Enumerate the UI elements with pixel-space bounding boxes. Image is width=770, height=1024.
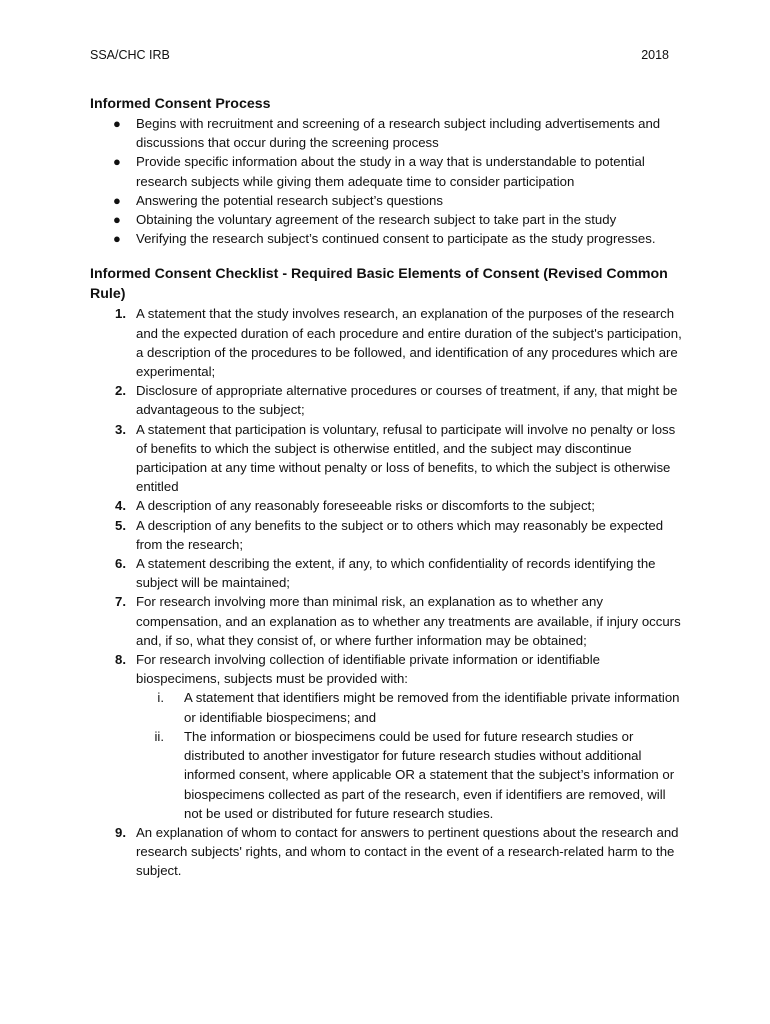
bullet-icon: ● — [113, 116, 121, 131]
sub-item-number: i. — [157, 690, 164, 706]
item-number: 8. — [115, 652, 126, 668]
list-item — [90, 191, 685, 210]
bullet-icon: ● — [113, 192, 121, 208]
checklist-item — [90, 420, 685, 497]
sub-list — [136, 688, 685, 822]
list-item — [90, 229, 685, 248]
process-bullet-list — [90, 114, 685, 248]
item-text: Disclosure of appropriate alternative procedures or courses of treatment, if any, that might be advantageous to the subject; — [136, 383, 678, 418]
item-number: 1. — [115, 306, 126, 322]
item-number: 2. — [115, 383, 126, 399]
checklist-item — [90, 554, 685, 592]
checklist-item — [90, 516, 685, 554]
section-title-checklist: Informed Consent Checklist - Required Basic Elements of Consent (Revised Common Rule) — [90, 266, 668, 303]
list-item-text: Obtaining the voluntary agreement of the research subject to take part in the study — [136, 212, 617, 228]
checklist-item — [90, 823, 685, 881]
item-number: 6. — [115, 556, 126, 572]
item-number: 9. — [115, 824, 126, 840]
sub-item-text: A statement that identifiers might be removed from the identifiable private information or identifiable biospecimens; and — [184, 690, 680, 725]
item-text: A statement describing the extent, if any, to which confidentiality of records identifying the subject will be maintained; — [136, 556, 656, 591]
list-item-text: Begins with recruitment and screening of a research subject including advertisements and discussions that occur during the screening process — [136, 116, 661, 151]
item-text: For research involving more than minimal risk, an explanation as to whether any compensation, and an explanation as to whether any treatments are available, if injury occurs and, if so, what they consist of, or where further information may be obtained; — [136, 594, 681, 648]
item-number: 7. — [115, 594, 126, 610]
checklist-item — [90, 381, 685, 419]
item-text: An explanation of whom to contact for answers to pertinent questions about the research and research subjects' rights, and whom to contact in the event of a research-related harm to the subject. — [136, 824, 679, 879]
list-item — [90, 114, 685, 152]
item-text: A description of any benefits to the subject or to others which may reasonably be expected from the research; — [136, 517, 664, 552]
document-body — [90, 94, 685, 881]
list-item-text: Answering the potential research subject’s questions — [136, 192, 443, 208]
sub-item-number: ii. — [154, 728, 164, 744]
sub-item — [136, 727, 685, 823]
item-text: For research involving collection of identifiable private information or identifiable biospecimens, subjects must be provided with: — [136, 652, 601, 687]
list-item — [90, 210, 685, 229]
header-year: 2018 — [641, 48, 669, 62]
item-text: A statement that the study involves research, an explanation of the purposes of the research and the expected duration of each procedure and entire duration of the subject's participation, a description of the procedures to be followed, and identification of any procedures which are experimental; — [136, 306, 682, 380]
bullet-icon: ● — [113, 231, 121, 247]
list-item-text: Verifying the research subject’s continued consent to participate as the study progresses. — [136, 231, 656, 247]
bullet-icon: ● — [113, 154, 121, 170]
checklist-numbered-list — [90, 304, 685, 880]
bullet-icon: ● — [113, 212, 121, 228]
item-number: 3. — [115, 421, 126, 437]
checklist-item — [90, 650, 685, 823]
header-org: SSA/CHC IRB — [90, 48, 170, 62]
sub-item-text: The information or biospecimens could be used for future research studies or distributed to another investigator for future research studies without additional informed consent, where applicable OR a statement that the subject’s information or biospecimens collected as part of the research, even if identifiers are removed, will not be used or distributed for future research studies. — [184, 728, 675, 821]
checklist-item — [90, 592, 685, 650]
checklist-item — [90, 304, 685, 381]
list-item — [90, 152, 685, 190]
item-text: A description of any reasonably foreseeable risks or discomforts to the subject; — [136, 498, 595, 514]
item-number: 5. — [115, 517, 126, 533]
list-item-text: Provide specific information about the study in a way that is understandable to potential research subjects while giving them adequate time to consider participation — [136, 154, 645, 189]
checklist-item — [90, 496, 685, 515]
sub-item — [136, 688, 685, 726]
item-number: 4. — [115, 498, 126, 514]
item-text: A statement that participation is voluntary, refusal to participate will involve no penalty or loss of benefits to which the subject is otherwise entitled, and the subject may discontinue participation at any time without penalty or loss of benefits, to which the subject is otherwise entitled — [136, 421, 676, 495]
section-title-process: Informed Consent Process — [90, 96, 271, 112]
